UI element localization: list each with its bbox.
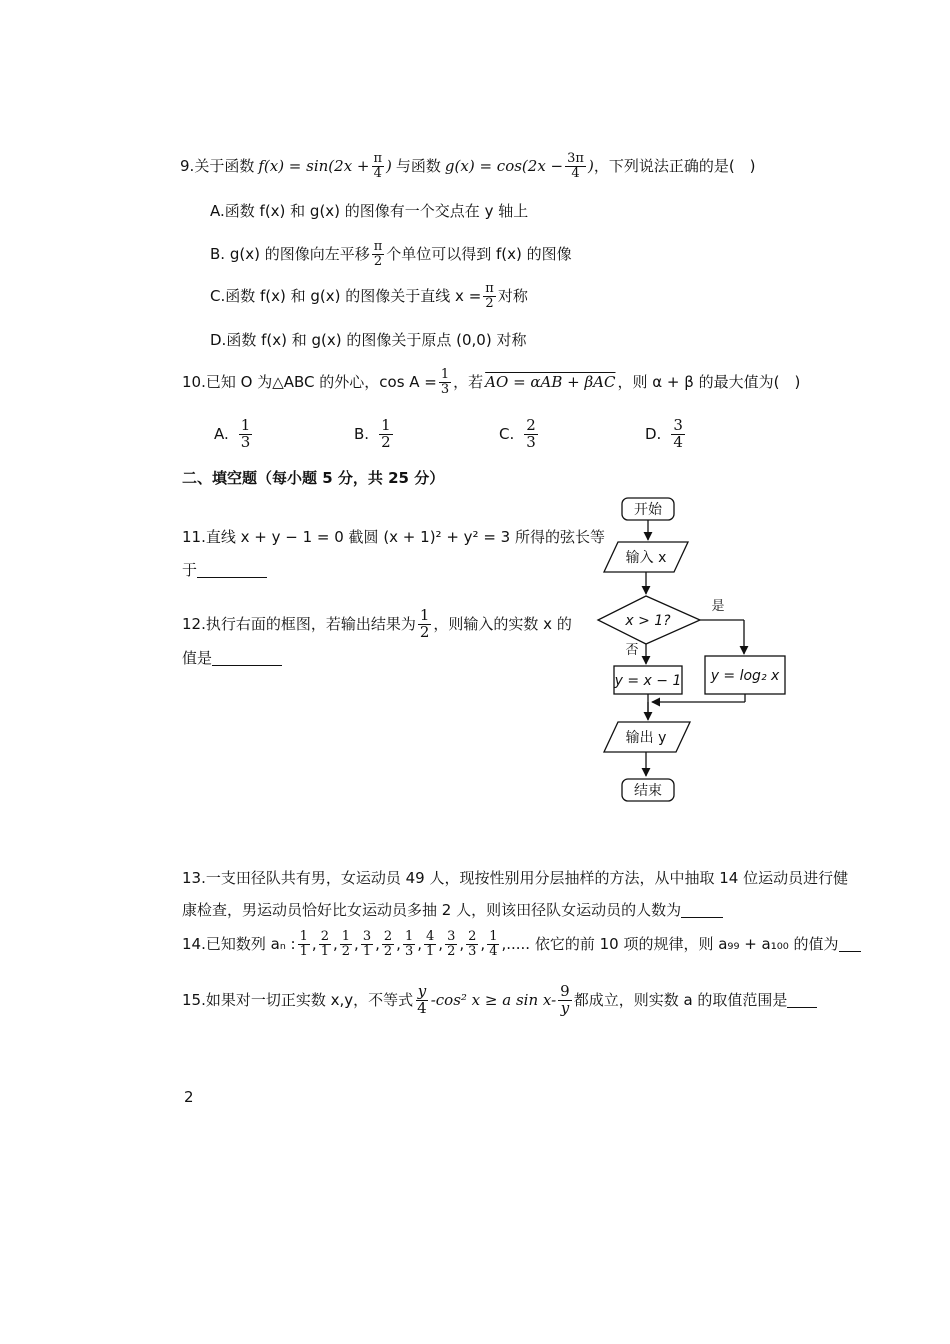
- q9-option-b-fraction: [372, 240, 385, 268]
- q12-pre: 12.执行右面的框图，若输出结果为: [182, 614, 416, 633]
- q14-term-den: 1: [299, 943, 308, 959]
- q9-f-expression: f(x) = sin(2x +: [258, 156, 370, 175]
- q14-term-fraction: [361, 930, 373, 958]
- q9-option-c-post: 对称: [497, 286, 528, 305]
- q10-option-c-fraction: [524, 418, 538, 451]
- flowchart: [590, 490, 820, 810]
- q14-term-fraction: [466, 930, 478, 958]
- q10-option-c-label: C.: [499, 425, 515, 444]
- q14-term-fraction: [298, 930, 310, 958]
- q14-term-separator: ,: [354, 934, 359, 953]
- q14-term-separator: ,: [480, 934, 486, 953]
- q13-line2-text: 康检查，男运动员恰好比女运动员多抽 2 人，则该田径队女运动员的人数为: [182, 901, 682, 919]
- q13-line2: [182, 903, 723, 918]
- q14-term-num: 1: [299, 929, 308, 944]
- q14-answer-blank: [839, 937, 861, 952]
- flowchart-decision-label: x > 1?: [625, 613, 671, 629]
- q12-den: 2: [419, 622, 430, 641]
- q15-fraction-1-num: y: [417, 982, 427, 1000]
- q13-line1: 13.一支田径队共有男，女运动员 49 人，现按性别用分层抽样的方法，从中抽取 14 位运动员进行健: [182, 869, 849, 887]
- q14-term-num: 1: [489, 929, 498, 944]
- q15-fraction-1-den: 4: [417, 998, 427, 1017]
- q14-term-fraction: [340, 930, 352, 958]
- q9-option-b-num: π: [373, 239, 383, 254]
- q14-sequence-terms: [296, 930, 502, 958]
- q10-option-a-fraction: [239, 418, 253, 451]
- q9-g-den: 4: [571, 165, 580, 181]
- q9-f-fraction: [372, 152, 385, 180]
- q12-line2: [182, 651, 282, 666]
- q10-option-d-num: 3: [673, 416, 683, 434]
- q15-fraction-2-den: y: [560, 998, 570, 1017]
- q14-term-den: 3: [404, 943, 414, 959]
- flowchart-yes-process-label: y = log₂ x: [710, 668, 780, 684]
- q10-cos-fraction: [439, 368, 451, 396]
- q10-mid: ，若: [453, 372, 484, 391]
- q14-term-separator: ,: [375, 934, 380, 953]
- q9-stem: [180, 152, 756, 180]
- q11-answer-blank: [197, 563, 267, 578]
- q9-g-expression: g(x) = cos(2x −: [444, 156, 564, 175]
- q9-option-b-pre: B. g(x) 的图像向左平移: [210, 244, 370, 263]
- q14-term-den: 2: [383, 943, 393, 959]
- q14-term-den: 1: [426, 943, 435, 959]
- flowchart-input-label: 输入 x: [625, 550, 667, 566]
- q14-stem: [182, 930, 861, 958]
- q9-option-b-den: 2: [373, 253, 383, 269]
- q14-term-num: 1: [341, 929, 351, 944]
- q10-option-d: [645, 418, 687, 451]
- q12-post: ，则输入的实数 x 的: [433, 614, 572, 633]
- q14-term-separator: ,: [311, 934, 317, 953]
- flowchart-no-label: 否: [625, 643, 639, 658]
- q14-term-separator: ,: [438, 934, 444, 953]
- q15-answer-blank: [787, 993, 817, 1008]
- q10-pre: 10.已知 O 为△ABC 的外心，cos A =: [182, 372, 437, 391]
- q10-option-d-label: D.: [645, 425, 662, 444]
- q14-term-num: 4: [426, 929, 435, 944]
- q9-option-c: [210, 282, 528, 310]
- q14-term-num: 3: [447, 929, 456, 944]
- q14-term-separator: ,: [459, 934, 465, 953]
- q9-option-c-den: 2: [485, 295, 494, 311]
- flowchart-start-label: 开始: [634, 502, 662, 518]
- q9-f-den: 4: [373, 165, 382, 181]
- section-fill-in-title: 二、填空题（每小题 5 分，共 25 分）: [182, 469, 445, 487]
- q14-term-separator: ,: [396, 934, 401, 953]
- q9-g-num: 3π: [567, 151, 584, 166]
- q9-f-close: ): [386, 156, 392, 175]
- q13-answer-blank: [681, 903, 723, 918]
- q15-fraction-2: [558, 984, 572, 1017]
- q9-option-d: D.函数 f(x) 和 g(x) 的图像关于原点 (0,0) 对称: [210, 331, 527, 349]
- q10-cos-den: 3: [440, 381, 450, 397]
- q10-option-b: [354, 418, 395, 451]
- q9-option-c-fraction: [483, 282, 496, 310]
- q14-term-fraction: [487, 930, 499, 958]
- q14-term-num: 1: [404, 929, 414, 944]
- q10-option-a: [214, 418, 254, 451]
- flowchart-end-label: 结束: [634, 783, 662, 799]
- q14-term-fraction: [319, 930, 331, 958]
- q12-line1: [182, 608, 572, 641]
- q9-option-c-num: π: [485, 281, 494, 296]
- q10-option-b-num: 1: [381, 416, 391, 434]
- q10-post: ，则 α + β 的最大值为( ): [617, 372, 801, 391]
- page-number: 2: [184, 1088, 194, 1106]
- q10-option-d-fraction: [671, 418, 685, 451]
- q14-term-den: 2: [447, 943, 456, 959]
- q9-tail: ，下列说法正确的是( ): [593, 156, 756, 175]
- q11-line1: 11.直线 x + y − 1 = 0 截圆 (x + 1)² + y² = 3 所得的弦长等: [182, 528, 605, 546]
- q9-option-c-pre: C.函数 f(x) 和 g(x) 的图像关于直线 x =: [210, 286, 482, 305]
- q12-fraction: [418, 608, 432, 641]
- q10-option-c-den: 3: [526, 432, 536, 451]
- q14-term-den: 2: [341, 943, 351, 959]
- q12-line2-text: 值是: [182, 649, 213, 667]
- flowchart-output-label: 输出 y: [625, 730, 667, 746]
- q14-term-num: 3: [362, 929, 372, 944]
- q9-g-close: ): [587, 156, 594, 175]
- q15-fraction-2-num: 9: [560, 982, 570, 1000]
- q14-term-num: 2: [468, 929, 477, 944]
- q10-option-b-label: B.: [354, 425, 370, 444]
- q10-option-a-label: A.: [214, 425, 229, 444]
- q14-term-num: 2: [320, 929, 329, 944]
- q14-term-den: 1: [320, 943, 329, 959]
- q9-option-a: A.函数 f(x) 和 g(x) 的图像有一个交点在 y 轴上: [210, 202, 529, 220]
- q14-term-fraction: [403, 930, 415, 958]
- q9-option-b: [210, 240, 572, 268]
- q12-num: 1: [419, 606, 430, 624]
- flowchart-no-process-label: y = x − 1: [614, 673, 682, 689]
- q9-and: 与函数: [395, 156, 441, 175]
- q14-term-den: 3: [468, 943, 477, 959]
- q9-g-fraction: [565, 152, 586, 180]
- flowchart-yes-label: 是: [711, 599, 725, 614]
- q14-term-separator: ,: [417, 934, 422, 953]
- q10-option-c-num: 2: [526, 416, 536, 434]
- q10-option-a-den: 3: [240, 432, 251, 451]
- q15-fraction-1: [415, 984, 429, 1017]
- q10-stem: [182, 368, 800, 396]
- q11-line2-text: 于: [182, 561, 198, 579]
- q10-option-b-fraction: [379, 418, 393, 451]
- q10-option-b-den: 2: [381, 432, 391, 451]
- q10-option-d-den: 4: [673, 432, 683, 451]
- q9-number: 9.: [180, 156, 195, 175]
- q9-intro: 关于函数: [194, 156, 255, 175]
- q11-line2: [182, 563, 267, 578]
- q14-term-den: 4: [489, 943, 498, 959]
- q10-option-a-num: 1: [240, 416, 251, 434]
- q9-option-b-post: 个单位可以得到 f(x) 的图像: [386, 244, 572, 263]
- q9-f-num: π: [373, 151, 383, 166]
- q15-mid: -cos² x ≥ a sin x-: [430, 990, 557, 1009]
- q14-term-num: 2: [383, 929, 393, 944]
- q14-term-den: 1: [362, 943, 372, 959]
- q10-cos-num: 1: [440, 367, 450, 382]
- q10-vector-equation: AO = αAB + βAC: [485, 372, 616, 391]
- q15-pre: 15.如果对一切正实数 x,y，不等式: [182, 990, 414, 1009]
- q15-post: 都成立，则实数 a 的取值范围是: [573, 990, 788, 1009]
- q14-term-fraction: [424, 930, 436, 958]
- q12-answer-blank: [212, 651, 282, 666]
- q14-pre: 14.已知数列 aₙ :: [182, 934, 296, 953]
- q14-term-separator: ,: [332, 934, 338, 953]
- q14-term-fraction: [382, 930, 394, 958]
- q10-option-c: [499, 418, 540, 451]
- q15-stem: [182, 984, 817, 1017]
- q14-term-fraction: [445, 930, 457, 958]
- q14-post: ,..... 依它的前 10 项的规律，则 a₉₉ + a₁₀₀ 的值为: [501, 934, 839, 953]
